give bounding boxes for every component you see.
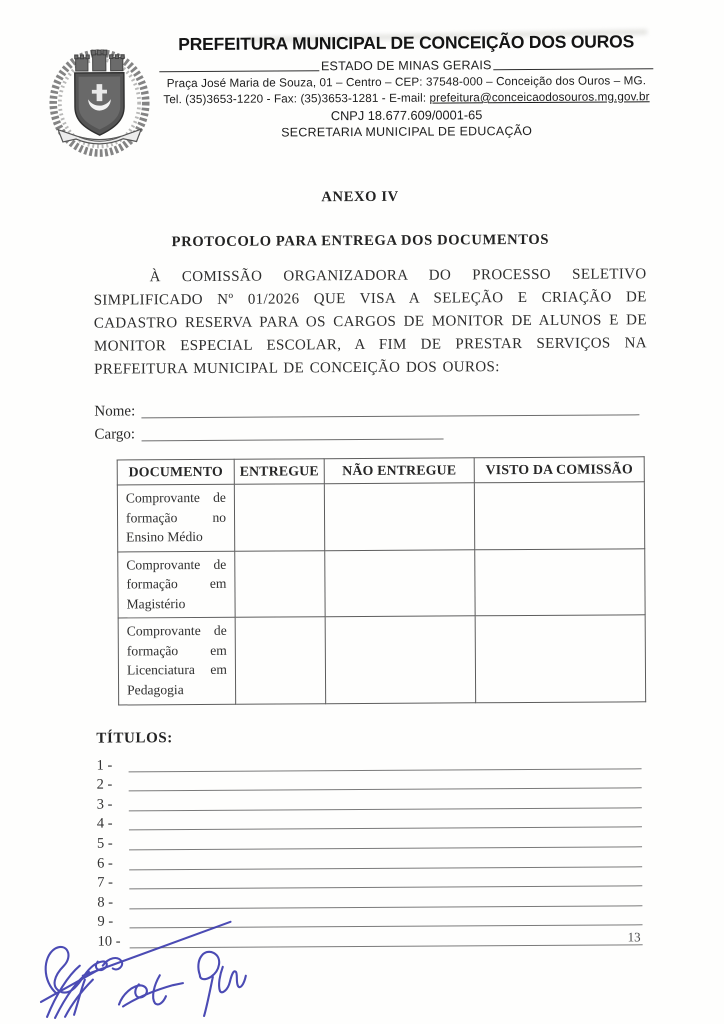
nao-entregue-cell-empty xyxy=(325,616,476,704)
documento-cell: Comprovante de formação no Ensino Médio xyxy=(117,484,234,551)
table-row xyxy=(118,548,645,618)
nao-entregue-cell-empty xyxy=(324,483,474,550)
cargo-label: Cargo: xyxy=(94,426,136,443)
nao-entregue-cell-empty xyxy=(325,549,475,616)
letterhead xyxy=(0,31,722,167)
cargo-field-row xyxy=(94,417,639,443)
contact-line xyxy=(159,90,653,106)
titulo-number: 6 - xyxy=(97,855,113,872)
col-header-documento: DOCUMENTO xyxy=(117,459,234,485)
state-underline-left xyxy=(159,70,319,72)
entregue-cell-empty xyxy=(234,484,324,551)
visto-cell-empty xyxy=(475,615,646,703)
department-line: SECRETARIA MUNICIPAL DE EDUCAÇÃO xyxy=(281,123,533,140)
titulo-number: 3 - xyxy=(96,796,113,813)
document-title: PROTOCOLO PARA ENTREGA DOS DOCUMENTOS xyxy=(171,231,550,251)
documents-table xyxy=(117,456,646,705)
titulo-number: 4 - xyxy=(96,815,113,833)
col-header-visto: VISTO DA COMISSÃO xyxy=(474,457,644,483)
titulo-number: 2 - xyxy=(96,776,113,793)
email-text: prefeitura@conceicaodosouros.mg.gov.br xyxy=(429,90,650,105)
signatures-icon xyxy=(22,913,258,1022)
titulo-number: 7 - xyxy=(97,874,114,891)
intro-paragraph: À COMISSÃO ORGANIZADORA DO PROCESSO SELETIVO SIMPLIFICADO Nº 01/2026 QUE VISA A SELEÇÃO E CRIAÇÃO DE CADASTRO RESERVA PARA OS CARGOS DE MONITOR DE ALUNOS E DE MONITOR ESPECIAL ESCOLAR, A FIM DE PRESTAR SERVIÇOS NA PREFEITURA MUNICIPAL DE CONCEIÇÃO DOS OUROS: xyxy=(93,266,648,378)
annex-label: ANEXO IV xyxy=(321,188,399,206)
titulo-number: 1 - xyxy=(96,757,113,774)
titulo-number: 8 - xyxy=(97,894,114,911)
letterhead-text xyxy=(159,31,654,140)
table-header-row xyxy=(117,457,644,485)
nome-label: Nome: xyxy=(94,403,136,420)
visto-cell-empty xyxy=(474,482,644,550)
page-number: 13 xyxy=(627,929,641,945)
col-header-entregue: ENTREGUE xyxy=(234,459,324,485)
state-label: ESTADO DE MINAS GERAIS xyxy=(320,58,492,74)
state-line xyxy=(159,57,653,74)
address-line: Praça José Maria de Souza, 01 – Centro – CEP: 37548-000 – Conceição dos Ouros – MG. xyxy=(166,74,647,91)
documento-cell: Comprovante de formação em Magistério xyxy=(118,551,235,618)
entregue-cell-empty xyxy=(235,617,326,705)
page-footer xyxy=(2,907,724,1024)
titulo-number: 10 - xyxy=(97,933,121,950)
cargo-blank-line xyxy=(141,439,443,442)
titulo-number: 5 - xyxy=(96,835,113,852)
coat-of-arms-icon xyxy=(41,42,158,161)
organization-title: PREFEITURA MUNICIPAL DE CONCEIÇÃO DOS OUROS xyxy=(178,31,635,55)
documento-cell: Comprovante de formação em Licenciatura em Pedagogia xyxy=(118,617,236,705)
cnpj-line: CNPJ 18.677.609/0001-65 xyxy=(330,107,483,124)
titulo-number: 9 - xyxy=(97,913,114,930)
state-underline-right xyxy=(494,68,654,70)
col-header-nao-entregue: NÃO ENTREGUE xyxy=(324,458,474,484)
table-row xyxy=(117,482,644,552)
nome-field-row xyxy=(94,394,639,420)
visto-cell-empty xyxy=(475,548,645,616)
titulos-section-label: TÍTULOS: xyxy=(96,730,173,747)
entregue-cell-empty xyxy=(235,550,325,617)
identification-fields xyxy=(94,394,639,443)
table-row xyxy=(118,615,646,705)
phone-fax-text: Tel. (35)3653-1220 - Fax: (35)3653-1281 - E-mail: xyxy=(163,91,430,107)
